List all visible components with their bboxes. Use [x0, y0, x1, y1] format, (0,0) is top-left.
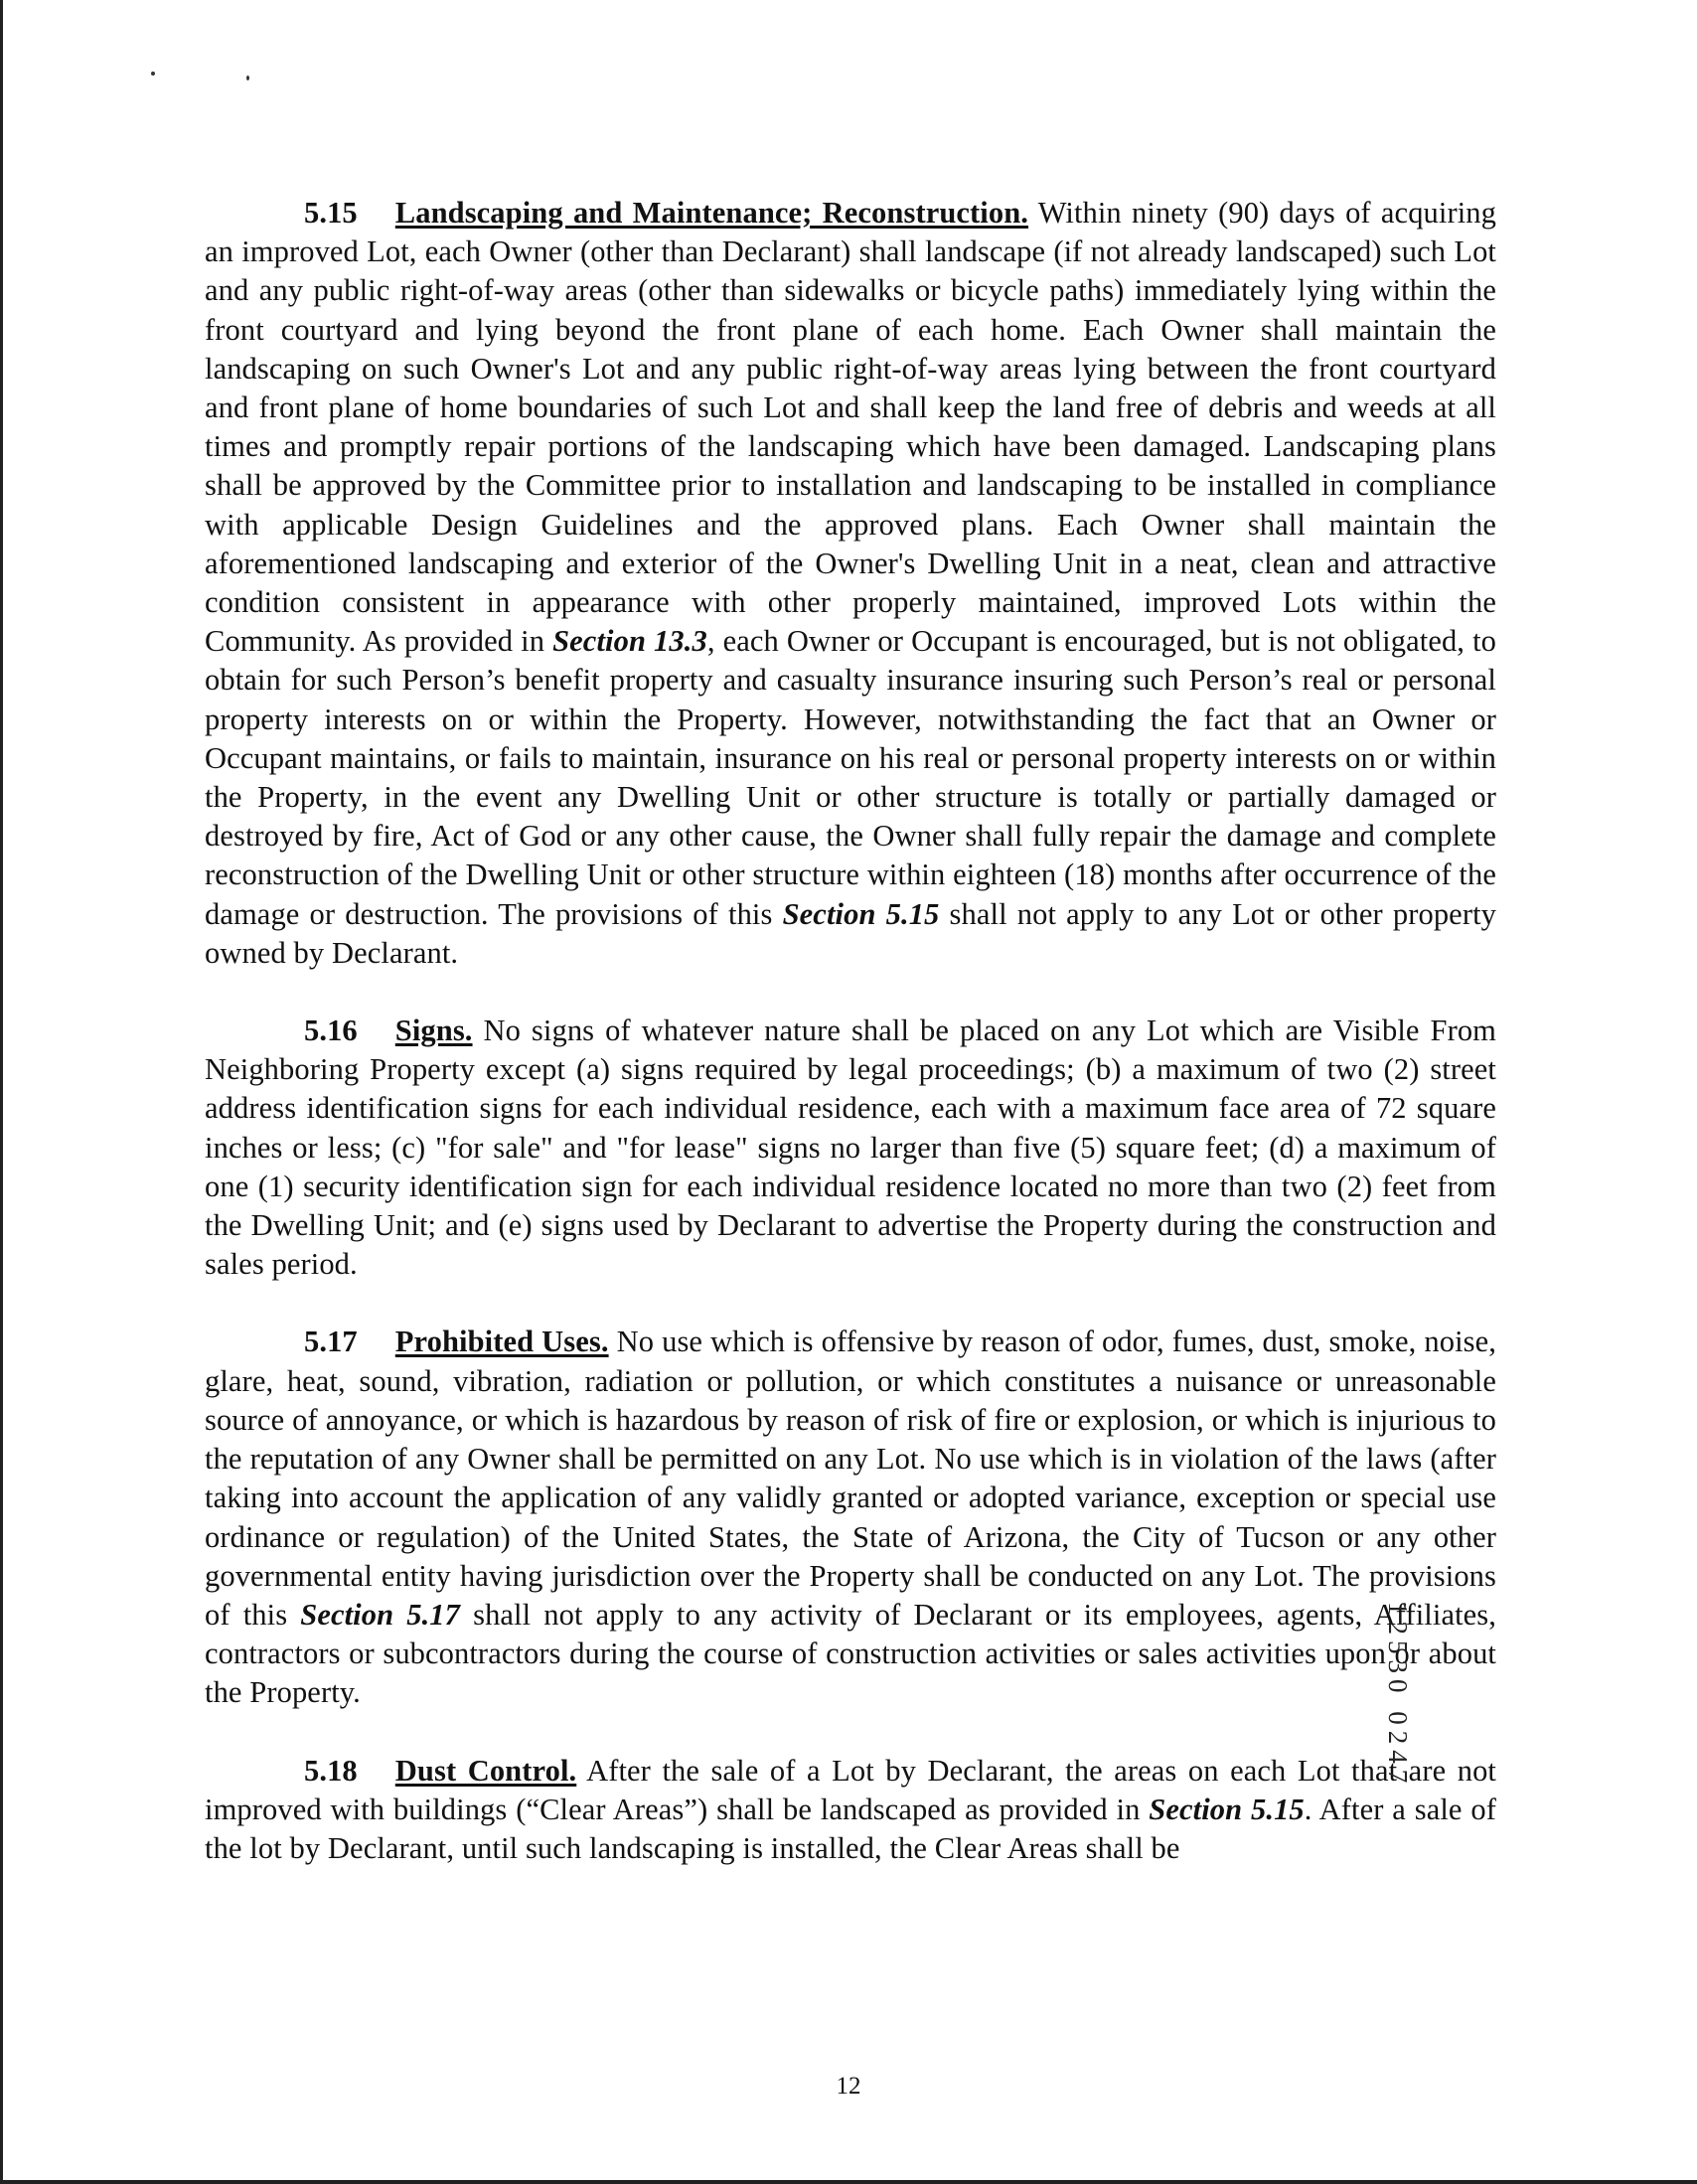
- section-text: Within ninety (90) days of acquiring an improved Lot, each Owner (other than Declarant) shall landscape (if not already landscaped) such Lot and any public right-of-way areas (other than sidewalks or bicycle paths) immediately lying within the front courtyard and lying beyond the front plane of each home. Each Owner shall maintain the landscaping on such Owner's Lot and any public right-of-way areas lying between the front courtyard and front plane of home boundaries of such Lot and shall keep the land free of debris and weeds at all times and promptly repair portions of the landscaping which have been damaged. Landscaping plans shall be approved by the Committee prior to installation and landscaping to be installed in compliance with applicable Design Guidelines and the approved plans. Each Owner shall maintain the aforementioned landscaping and exterior of the Owner's Dwelling Unit in a neat, clean and attractive condition consistent in appearance with other properly maintained, improved Lots within the Community. As provided in: [205, 196, 1496, 659]
- section-5-18: [205, 1752, 1496, 1869]
- recording-number: 12530 0247: [1383, 1602, 1413, 1790]
- section-number: 5.17: [304, 1325, 358, 1359]
- page-number: 12: [836, 2073, 861, 2100]
- section-text: , each Owner or Occupant is encouraged, but is not obligated, to obtain for such Person’s benefit property and casualty insurance insuring such Person’s real or personal property interests on or within the Property. However, notwithstanding the fact that an Owner or Occupant maintains, or fails to maintain, insurance on his real or personal property interests on or within the Property, in the event any Dwelling Unit or other structure is totally or partially damaged or destroyed by fire, Act of God or any other cause, the Owner shall fully repair the damage and complete reconstruction of the Dwelling Unit or other structure within eighteen (18) months after occurrence of the damage or destruction. The provisions of this: [205, 624, 1496, 931]
- section-text: No use which is offensive by reason of odor, fumes, dust, smoke, noise, glare, heat, sound, vibration, radiation or pollution, or which constitutes a nuisance or unreasonable source of annoyance, or which is hazardous by reason of risk of fire or explosion, or which is injurious to the reputation of any Owner shall be permitted on any Lot. No use which is in violation of the laws (after taking into account the application of any validly granted or adopted variance, exception or special use ordinance or regulation) of the United States, the State of Arizona, the City of Tucson or any other governmental entity having jurisdiction over the Property shall be conducted on any Lot. The provisions of this: [205, 1325, 1496, 1632]
- section-text: shall not apply to any activity of Declarant or its employees, agents, Affiliates, contractors or subcontractors during the course of construction activities or sales activities upon or about the Property.: [205, 1597, 1496, 1710]
- document-body: [205, 194, 1496, 1907]
- section-5-15: [205, 194, 1496, 973]
- section-text: shall not apply to any Lot or other property owned by Declarant.: [205, 896, 1496, 970]
- section-reference: Section 5.17: [300, 1597, 461, 1632]
- section-text: . After a sale of the lot by Declarant, until such landscaping is installed, the Clear Areas shall be: [205, 1792, 1496, 1865]
- scan-speck: [151, 72, 155, 76]
- section-reference: Section 13.3: [552, 624, 707, 659]
- section-text: After the sale of a Lot by Declarant, the areas on each Lot that are not improved with buildings (“Clear Areas”) shall be landscaped as provided in: [205, 1753, 1496, 1826]
- section-number: 5.15: [304, 196, 358, 230]
- section-title: Landscaping and Maintenance; Reconstruction.: [394, 196, 1029, 230]
- section-number: 5.18: [304, 1753, 358, 1788]
- recording-stamp: [1383, 1602, 1449, 1875]
- section-text: No signs of whatever nature shall be placed on any Lot which are Visible From Neighboring Property except (a) signs required by legal proceedings; (b) a maximum of two (2) street address identification signs for each individual residence, each with a maximum face area of 72 square inches or less; (c) "for sale" and "for lease" signs no larger than five (5) square feet; (d) a maximum of one (1) security identification sign for each individual residence located no more than two (2) feet from the Dwelling Unit; and (e) signs used by Declarant to advertise the Property during the construction and sales period.: [205, 1014, 1496, 1282]
- section-5-17: [205, 1323, 1496, 1712]
- section-title: Prohibited Uses.: [394, 1325, 609, 1359]
- section-5-16: [205, 1012, 1496, 1284]
- section-title: Dust Control.: [394, 1753, 577, 1788]
- section-reference: Section 5.15: [782, 896, 940, 931]
- scan-speck: [246, 76, 249, 80]
- section-title: Signs.: [394, 1014, 473, 1048]
- section-number: 5.16: [304, 1014, 358, 1048]
- section-reference: Section 5.15: [1149, 1792, 1305, 1826]
